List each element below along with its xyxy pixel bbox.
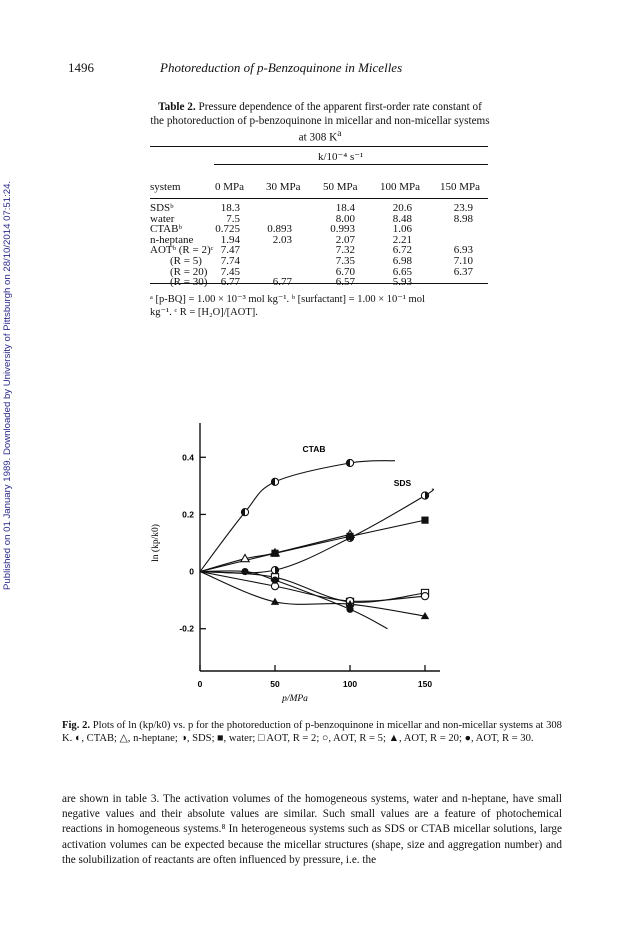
table-cell: 0.725 [215, 223, 240, 236]
table-cell: 8.00 [335, 212, 355, 225]
body-paragraph: are shown in table 3. The activation volumes of the homogeneous systems, water and n-heptane, have small negative values and their absolute values are similar. Such small values are a feature of photochemical reactions in homogeneous systems.⁸ In heterogeneous systems such as SDS or CTAB micellar solutions, large activation volumes can be expected because the micellar structures (shape, size and aggregation number) and the solubilization of reactants are often influenced by pressure, i.e. the [62, 793, 562, 866]
table-row-label: (R = 5) [170, 255, 202, 267]
table-column-header: 0 MPa [215, 181, 245, 193]
table-cell: 7.45 [220, 265, 240, 278]
table-footnote-line: ᵃ [p-BQ] = 1.00 × 10⁻³ mol kg⁻¹. ᵇ [surfactant] = 1.00 × 10⁻¹ mol [150, 294, 425, 305]
plot-labels [303, 444, 412, 488]
table-cell: 20.6 [392, 202, 412, 214]
data-point-aot-r-30 [271, 577, 278, 584]
data-point-water [346, 533, 353, 540]
table-row-label: AOTᵇ (R = 2)ᶜ [150, 244, 214, 257]
table-column-header: 100 MPa [380, 181, 421, 193]
table-cell: 7.10 [453, 255, 473, 267]
fit-curve-sds [200, 489, 433, 573]
x-tick-label: 150 [417, 679, 433, 689]
table-cell: 6.65 [392, 265, 412, 278]
y-tick-label: 0 [189, 566, 194, 577]
table-footnote-line: kg⁻¹. ᶜ R = [H₂O]/[AOT]. [150, 307, 258, 318]
table-label: Table 2. [158, 101, 196, 113]
table-row-label: (R = 20) [170, 265, 208, 278]
table-cell: 6.70 [335, 265, 355, 278]
data-point-water [271, 550, 278, 557]
fit-curve-aot-r-30 [200, 571, 388, 629]
table-column-header: 30 MPa [266, 181, 301, 193]
table-cell: 2.07 [335, 233, 355, 246]
table-cell: 6.37 [453, 265, 473, 278]
y-tick-label: -0.2 [179, 623, 194, 634]
curve-label-sds: SDS [393, 477, 412, 488]
table-column-header: system [150, 181, 181, 193]
data-point-aot-r-30 [346, 606, 353, 613]
table-cell: 0.893 [267, 223, 292, 236]
data-point-aot-r-5 [421, 593, 428, 600]
table-cell: 7.74 [220, 255, 240, 267]
x-tick-label: 50 [270, 679, 280, 689]
figure-label: Fig. 2. [62, 720, 91, 731]
data-point-aot-r-30 [241, 568, 248, 575]
y-axis-label: ln (kp/k0) [151, 524, 161, 562]
table-cell: 7.5 [226, 212, 240, 225]
table-cell: 2.03 [272, 233, 292, 246]
table-cell: 2.21 [392, 233, 412, 246]
table-row-label: CTABᵇ [150, 223, 182, 236]
table-caption-text: Pressure dependence of the apparent first-order rate constant of the photoreduction of p-benzoquinone in micellar and non-micellar systems at 308 K [150, 101, 490, 144]
table-column-header: 150 MPa [440, 181, 481, 193]
table-row-label: n-heptane [150, 233, 194, 246]
table-unit-header: k/10⁻⁴ s⁻¹ [318, 151, 364, 163]
curve-label-ctab: CTAB [302, 444, 326, 455]
x-axis-label: p/MPa [282, 694, 308, 704]
table-cell: 6.93 [453, 244, 473, 257]
x-tick-label: 100 [342, 679, 358, 689]
figure-caption [62, 719, 562, 745]
x-tick-label: 0 [197, 679, 203, 689]
table-cell: 18.3 [220, 202, 240, 214]
table-cell: 6.72 [392, 244, 412, 257]
table-cell: 7.47 [220, 244, 240, 257]
table-row-label: water [150, 212, 175, 225]
table-cell: 0.993 [330, 223, 355, 236]
table-cell: 5.93 [392, 276, 412, 289]
table-cell: 18.4 [335, 202, 355, 214]
table-cell: 1.06 [392, 223, 412, 236]
table-cell: 6.77 [272, 276, 292, 289]
table-cell: 8.98 [453, 212, 473, 225]
table-cell: 8.48 [392, 212, 412, 225]
figure-caption-text: Plots of ln (kp/k0) vs. p for the photoreduction of p-benzoquinone in micellar and non-micellar systems at 308 K. ◐, CTAB; △, n-heptane; ◑, SDS; ■, water; □ AOT, R = 2; ○, AOT, R = 5; ▲, AOT, R = 20; ●, AOT, R = 30. [62, 720, 562, 744]
table-cell: 6.57 [335, 276, 355, 289]
download-watermark: Published on 01 January 1989. Downloaded by University of Pittsburgh on 28/10/2014 07:51:24. [2, 180, 13, 590]
fit-curve-water [200, 520, 425, 571]
table-cell: 6.77 [220, 276, 240, 289]
data-point-water [421, 517, 428, 524]
table-cell: 1.94 [220, 233, 240, 246]
table-cell: 7.32 [335, 244, 355, 257]
table-cell: 7.35 [335, 255, 355, 267]
table-row-label: SDSᵇ [150, 202, 174, 214]
fit-curve-ctab [200, 461, 395, 572]
y-tick-label: 0.2 [182, 509, 194, 520]
running-title: Photoreduction of p-Benzoquinone in Micelles [160, 60, 403, 75]
page-number: 1496 [68, 60, 94, 75]
table-cell: 23.9 [453, 202, 473, 214]
y-tick-label: 0.4 [182, 452, 194, 463]
caption-footnote-mark: a [337, 129, 342, 139]
table-cell: 6.98 [392, 255, 412, 267]
table-row-label: (R = 30) [170, 276, 208, 289]
table-column-header: 50 MPa [323, 181, 358, 193]
